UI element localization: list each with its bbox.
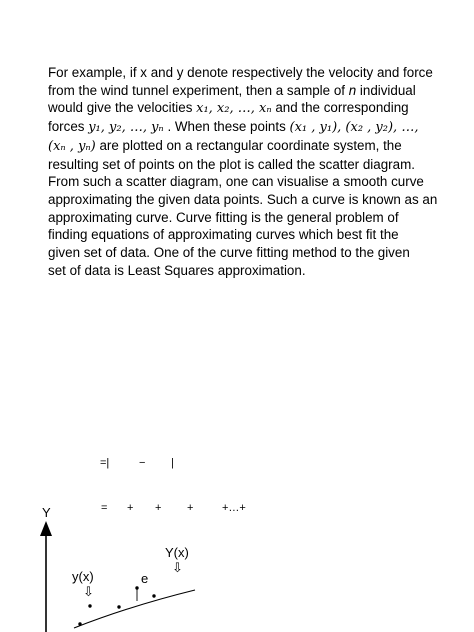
text-line: set of data is Least Squares approximation. bbox=[48, 262, 306, 278]
text-line: finding equations of approximating curves which best fit the bbox=[48, 227, 399, 243]
curve-label-yx: y(x) bbox=[72, 569, 94, 584]
text-run: individual bbox=[356, 82, 416, 98]
y-axis-label: Y bbox=[42, 505, 51, 520]
text-run: and the corresponding bbox=[271, 100, 409, 116]
text-line: approximating the given data points. Such a curve is known as an bbox=[48, 191, 438, 207]
text-run: . When these points bbox=[163, 119, 290, 135]
equation-fragment: +…+ bbox=[222, 502, 246, 514]
math-expression: x₁, x₂, …, xₙ bbox=[196, 101, 272, 117]
curve-label-Yx: Y(x) bbox=[165, 545, 189, 560]
down-arrow-icon: ⇩ bbox=[83, 584, 94, 599]
equation-fragment: | bbox=[171, 457, 174, 469]
data-point bbox=[152, 594, 155, 597]
text-line: resulting set of points on the plot is called the scatter diagram. bbox=[48, 156, 415, 172]
down-arrow-icon: ⇩ bbox=[172, 560, 183, 575]
text-line: given set of data. One of the curve fitting method to the given bbox=[48, 245, 410, 261]
error-label-e: e bbox=[141, 571, 149, 586]
text-run: are plotted on a rectangular coordinate system, the bbox=[95, 137, 402, 153]
data-point bbox=[117, 605, 120, 608]
equation-fragment: + bbox=[187, 502, 194, 514]
equation-fragment: + bbox=[155, 502, 162, 514]
math-expression: y₁, y₂, …, yₙ bbox=[88, 120, 164, 136]
equation-fragment: + bbox=[127, 502, 134, 514]
text-run: would give the velocities bbox=[48, 100, 197, 116]
math-expression: (xₙ , yₙ) bbox=[48, 138, 96, 154]
variable-n: n bbox=[348, 82, 357, 98]
y-axis-arrowhead bbox=[40, 521, 52, 536]
text-run: from the wind tunnel experiment, then a sample of bbox=[48, 82, 349, 98]
equation-fragment: = bbox=[101, 502, 108, 514]
text-line: From such a scatter diagram, one can visualise a smooth curve bbox=[48, 174, 424, 190]
data-point bbox=[88, 604, 91, 607]
data-point bbox=[78, 622, 81, 625]
equation-fragment: =| bbox=[100, 457, 110, 469]
math-expression: (x₁ , y₁), (x₂ , y₂), …, bbox=[289, 120, 419, 136]
text-line: For example, if x and y denote respectively the velocity and force bbox=[48, 65, 433, 80]
equation-fragment: − bbox=[139, 457, 146, 469]
text-run: forces bbox=[48, 119, 89, 135]
text-line: approximating curve. Curve fitting is the general problem of bbox=[48, 209, 399, 225]
